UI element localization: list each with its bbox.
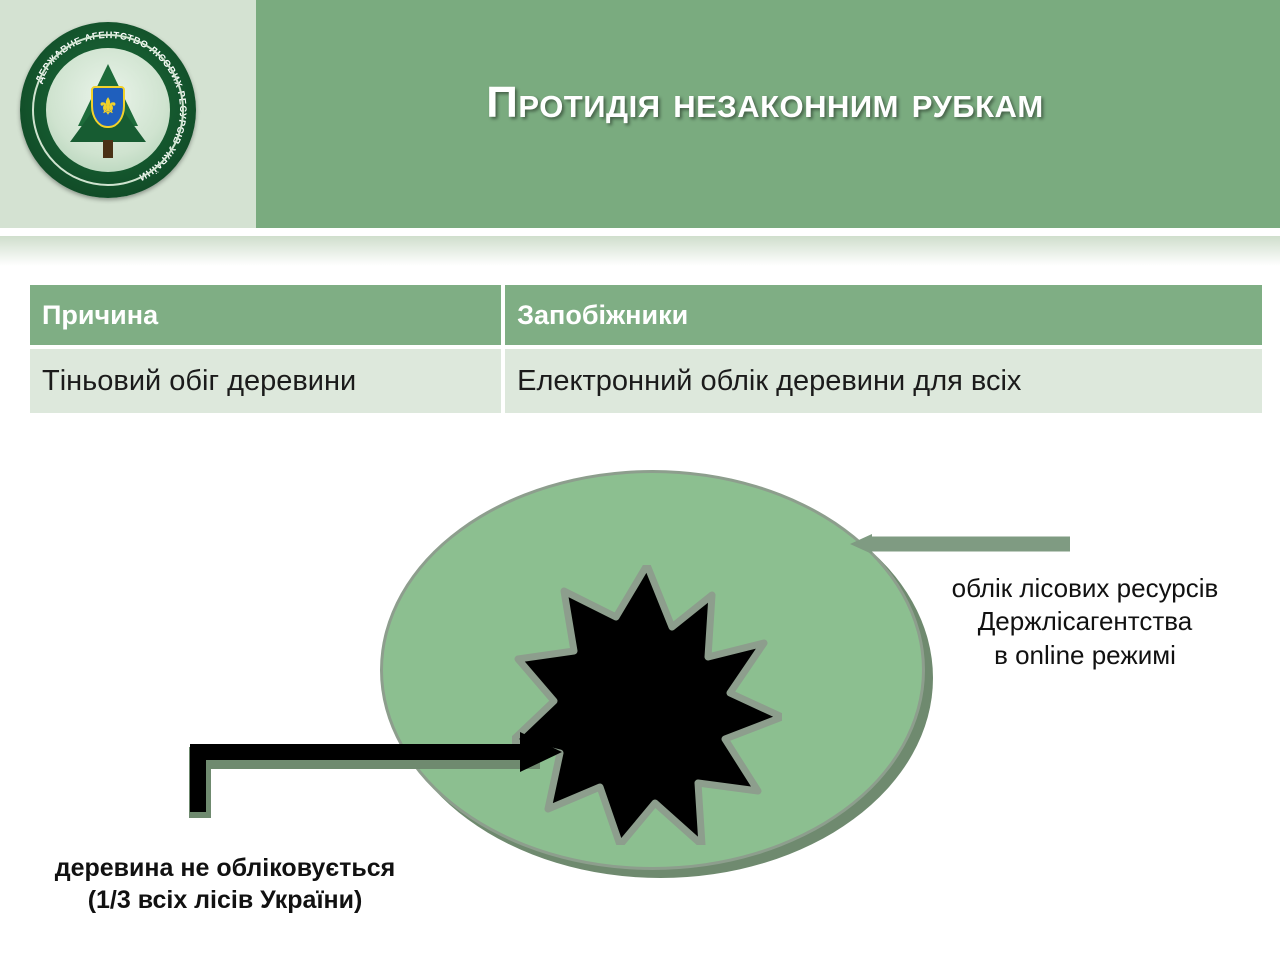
- table-header-cause: Причина: [30, 285, 503, 347]
- causes-table: [30, 285, 1262, 413]
- label-right-line-3: в online режимі: [994, 639, 1176, 670]
- label-unaccounted-timber: [10, 852, 440, 916]
- diagram-area: [0, 440, 1280, 960]
- label-bottom-line-1: деревина не обліковується: [54, 854, 396, 882]
- table-header-preventives: Запобіжники: [503, 285, 1262, 347]
- label-bottom-line-2: (1/3 всіх лісів України): [87, 886, 363, 914]
- table-row: [30, 347, 1262, 413]
- table-cell-cause: Тіньовий обіг деревини: [30, 347, 503, 413]
- label-right-line-2: Держлісагентства: [977, 606, 1193, 637]
- trident-icon: ⚜: [98, 94, 118, 119]
- page-title: Протидія незаконним рубкам: [486, 78, 1044, 127]
- slide-header: [0, 0, 1280, 228]
- header-underline: [0, 228, 1280, 236]
- svg-text:ДЕРЖАВНЕ АГЕНТСТВО ЛІСОВИХ РЕС: ДЕРЖАВНЕ АГЕНТСТВО ЛІСОВИХ РЕСУРСІВ УКРАЇНИ: [33, 29, 189, 183]
- tree-trunk-icon: [103, 140, 113, 158]
- table-cell-preventive: Електронний облік деревини для всіх: [503, 347, 1262, 413]
- logo-inner-disc: [46, 48, 170, 172]
- forestry-agency-emblem-icon: [20, 22, 196, 198]
- label-right-line-1: облік лісових ресурсів: [951, 573, 1219, 603]
- shield-icon: [91, 86, 125, 128]
- table-header-row: [30, 285, 1262, 347]
- header-fade: [0, 236, 1280, 266]
- label-online-accounting: [905, 572, 1265, 672]
